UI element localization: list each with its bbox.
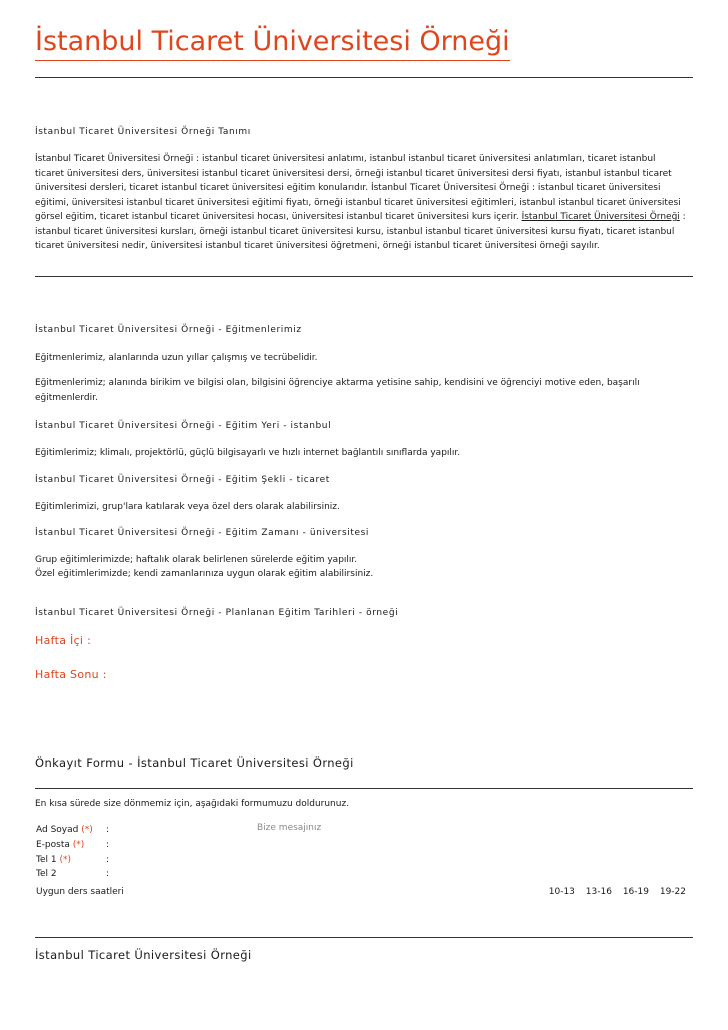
intro-link[interactable]: İstanbul Ticaret Üniversitesi Örneği: [521, 212, 680, 222]
time-heading: İstanbul Ticaret Üniversitesi Örneği - Eğitim Zamanı - üniversitesi: [35, 528, 370, 538]
name-label: Ad Soyad (*): [36, 825, 93, 835]
email-label: E-posta (*): [36, 840, 85, 850]
footer-divider: [35, 937, 693, 938]
intro-text-2: : istanbul ticaret üniversitesi kursları, örneği istanbul ticaret üniversitesi kursu, istanbul istanbul ticaret üniversitesi kursu fiyatı, ticaret istanbul ticaret üniversitesi nedir, üniversitesi istanbul ticaret üniversitesi öğretmeni, örneği istanbul ticaret üniversitesi örneği sayılır.: [35, 212, 686, 251]
slot-option[interactable]: 19-22: [659, 887, 686, 897]
header-divider: [35, 77, 693, 78]
intro-text-1: İstanbul Ticaret Üniversitesi Örneği : istanbul ticaret üniversitesi anlatımı, istanbul istanbul ticaret üniversitesi anlatımları, ticaret istanbul ticaret üniversitesi ders, üniversitesi istanbul ticaret üniversitesi dersi, örneği istanbul ticaret üniversitesi dersi fiyatı, istanbul istanbul ticaret üniversitesi dersleri, ticaret istanbul ticaret üniversitesi eğitim konularıdır. İstanbul Ticaret Üniversitesi Örneği : istanbul ticaret üniversitesi eğitimi, üniversitesi istanbul ticaret üniversitesi eğitimi fiyatı, örneği istanbul ticaret üniversitesi eğitimleri, istanbul istanbul ticaret üniversitesi görsel eğitim, ticaret istanbul ticaret üniversitesi hocası, üniversitesi istanbul ticaret üniversitesi kurs içerir.: [35, 154, 681, 222]
page-title: İstanbul Ticaret Üniversitesi Örneği: [35, 26, 510, 61]
footer-title: İstanbul Ticaret Üniversitesi Örneği: [35, 948, 252, 962]
planned-heading: İstanbul Ticaret Üniversitesi Örneği - Planlanan Eğitim Tarihleri - örneği: [35, 608, 399, 618]
hours-label: Uygun ders saatleri: [36, 887, 124, 897]
teachers-p1: Eğitmenlerimiz, alanlarında uzun yıllar çalışmış ve tecrübelidir.: [35, 353, 318, 363]
weekend-label: Hafta Sonu :: [35, 668, 107, 681]
slot-option[interactable]: 10-13: [548, 887, 575, 897]
tel2-label: Tel 2: [36, 869, 57, 879]
teachers-p2: Eğitmenlerimiz; alanında birikim ve bilgisi olan, bilgisini öğrenciye aktarma yetisine sahip, kendisini ve öğrenciyi motive eden, başarılı eğitmenlerdir.: [35, 378, 640, 403]
style-heading: İstanbul Ticaret Üniversitesi Örneği - Eğitim Şekli - ticaret: [35, 475, 330, 485]
weekday-label: Hafta İçi :: [35, 634, 92, 647]
time-p1: Grup eğitimlerimizde; haftalık olarak belirlenen sürelerde eğitim yapılır.: [35, 555, 358, 565]
form-row-email[interactable]: E-posta (*) :: [36, 840, 110, 850]
hours-slots: [541, 887, 686, 897]
teachers-heading: İstanbul Ticaret Üniversitesi Örneği - Eğitmenlerimiz: [35, 325, 302, 335]
required-mark: (*): [59, 855, 71, 865]
place-heading: İstanbul Ticaret Üniversitesi Örneği - Eğitim Yeri - istanbul: [35, 421, 332, 431]
form-intro: En kısa sürede size dönmemiz için, aşağıdaki formumuzu doldurunuz.: [35, 799, 350, 809]
place-p1: Eğitimlerimiz; klimalı, projektörlü, güçlü bilgisayarlı ve hızlı internet bağlantılı sınıflarda yapılır.: [35, 448, 461, 458]
slot-option[interactable]: 16-19: [622, 887, 649, 897]
intro-divider: [35, 276, 693, 277]
style-p1: Eğitimlerimizi, grup'lara katılarak veya özel ders olarak alabilirsiniz.: [35, 502, 340, 512]
form-row-tel2[interactable]: Tel 2 :: [36, 869, 110, 879]
form-row-name[interactable]: Ad Soyad (*) :: [36, 825, 110, 835]
tel1-label: Tel 1 (*): [36, 855, 71, 865]
form-row-tel1[interactable]: Tel 1 (*) :: [36, 855, 110, 865]
required-mark: (*): [72, 840, 85, 850]
required-mark: (*): [81, 825, 93, 835]
form-divider: [35, 788, 693, 789]
message-textarea[interactable]: Bize mesajınız: [257, 823, 322, 833]
time-p2: Özel eğitimlerimizde; kendi zamanlarınıza uygun olarak eğitim alabilirsiniz.: [35, 569, 374, 579]
intro-paragraph: [35, 152, 687, 254]
slot-option[interactable]: 13-16: [585, 887, 612, 897]
form-title: Önkayıt Formu - İstanbul Ticaret Üniversitesi Örneği: [35, 756, 354, 770]
intro-heading: İstanbul Ticaret Üniversitesi Örneği Tanımı: [35, 127, 251, 137]
